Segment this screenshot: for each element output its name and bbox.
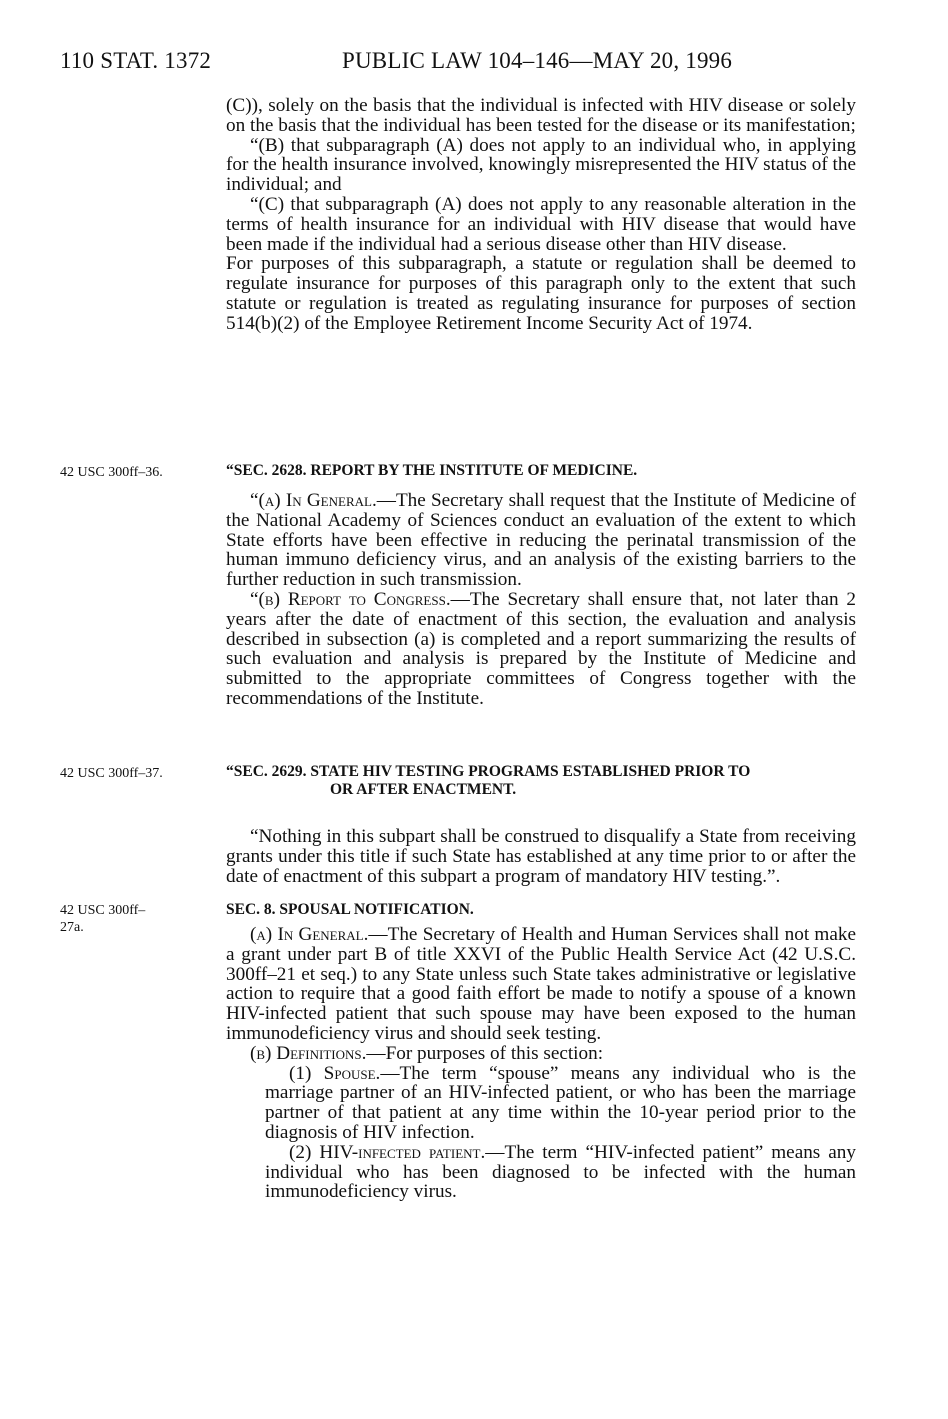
- subsection-a: [226, 491, 856, 590]
- definition-spouse-label: (1) Spouse.: [289, 1062, 381, 1084]
- definition-hiv-text: —The term “HIV-infected patient” means any individual who has been diagnosed to be infected with the human immunodeficiency virus.: [265, 1141, 856, 1203]
- purposes-paragraph: For purposes of this subparagraph, a statute or regulation shall be deemed to regulate insurance for purposes of this paragraph only to the extent that such statute or regulation is treated as regulating insurance for purposes of section 514(b)(2) of the Employee Retirement Income Security Act of 1974.: [226, 253, 856, 334]
- subsection-a-label: “(a) In General.: [250, 490, 377, 511]
- section-8-b-text: —For purposes of this section:: [366, 1042, 604, 1064]
- section-8-a-label: (a) In General.: [250, 924, 369, 945]
- section-2629-body: [226, 827, 856, 886]
- subsection-b-text: —The Secretary shall ensure that, not later than 2 years after the date of enactment of this section, the evaluation and analysis described in subsection (a) is completed and a report summarizing the results of such evaluation and analysis is prepared by the Institute of Medicine and submitted to the appropriate committees of Congress together with the recommendations of the Institute.: [226, 588, 856, 709]
- section-8-b-label: (b) Definitions.: [250, 1042, 367, 1064]
- definition-hiv-label: (2) HIV-infected patient.: [289, 1141, 486, 1163]
- page-reference: 110 STAT. 1372: [60, 48, 212, 73]
- item-c: “(C) that subparagraph (A) does not apply to any reasonable alteration in the terms of health insurance for an individual with HIV disease that would have been made if the individual had a serious disease other than HIV disease.: [226, 193, 856, 255]
- clause-c-continuation: (C)), solely on the basis that the individual is infected with HIV disease or solely on the basis that the individual has been tested for the disease or its manifestation;: [226, 95, 856, 136]
- sidenote-sec-8: [60, 902, 145, 936]
- definition-spouse-text: —The term “spouse” means any individual who is the marriage partner of an HIV-infected patient, or who has been the marriage partner of that patient at any time within the 10-year period prior to the diagnosis of HIV infection.: [265, 1062, 856, 1143]
- sidenote-sec-2628: 42 USC 300ff–36.: [60, 465, 163, 480]
- section-2629-heading-line2: OR AFTER ENACTMENT.: [330, 781, 517, 798]
- subsection-b-label: “(b) Report to Congress.: [250, 588, 451, 610]
- subsection-b: [226, 590, 856, 709]
- section-8-a-text: —The Secretary of Health and Human Services shall not make a grant under part B of title XXVI of the Public Health Service Act (42 U.S.C. 300ff–21 et seq.) to any State unless such State takes administrative or legislative action to require that a good faith effort be made to notify a spouse of a known HIV-infected patient that such spouse may have been exposed to the human immunodeficiency virus and should seek testing.: [226, 924, 856, 1044]
- sidenote-sec-8-line2: 27a.: [60, 920, 84, 935]
- section-2629-heading-line1: “SEC. 2629. STATE HIV TESTING PROGRAMS ESTABLISHED PRIOR TO: [226, 763, 751, 780]
- item-b: “(B) that subparagraph (A) does not apply to an individual who, in applying for the health insurance involved, knowingly misrepresented the HIV status of the individual; and: [226, 134, 856, 196]
- subsection-a-text: —The Secretary shall request that the Institute of Medicine of the National Academy of Sciences conduct an evaluation of the extent to which State efforts have been effective in reducing the perinatal transmission of the human immuno deficiency virus, and an analysis of the existing barriers to the further reduction in such transmission.: [226, 490, 856, 591]
- block-continuation: [226, 96, 856, 334]
- section-8-subsection-b: [226, 1044, 856, 1064]
- section-2629-text: “Nothing in this subpart shall be construed to disqualify a State from receiving grants under this title if such State has established at any time prior to or after the date of enactment of this subpart a program of mandatory HIV testing.”.: [226, 826, 856, 887]
- sidenote-sec-8-line1: 42 USC 300ff–: [60, 903, 146, 918]
- sidenote-sec-2629: 42 USC 300ff–37.: [60, 766, 163, 781]
- definition-hiv-infected-patient: [265, 1143, 856, 1202]
- section-2628-body: [226, 491, 856, 709]
- section-8-subsection-a: [226, 925, 856, 1044]
- section-2629-heading: [226, 763, 858, 799]
- running-title: PUBLIC LAW 104–146—MAY 20, 1996: [342, 48, 733, 73]
- definition-spouse: [265, 1064, 856, 1143]
- section-2628-heading: “SEC. 2628. REPORT BY THE INSTITUTE OF MEDICINE.: [226, 462, 638, 479]
- section-8-body: [226, 925, 856, 1202]
- section-8-heading: SEC. 8. SPOUSAL NOTIFICATION.: [226, 901, 474, 918]
